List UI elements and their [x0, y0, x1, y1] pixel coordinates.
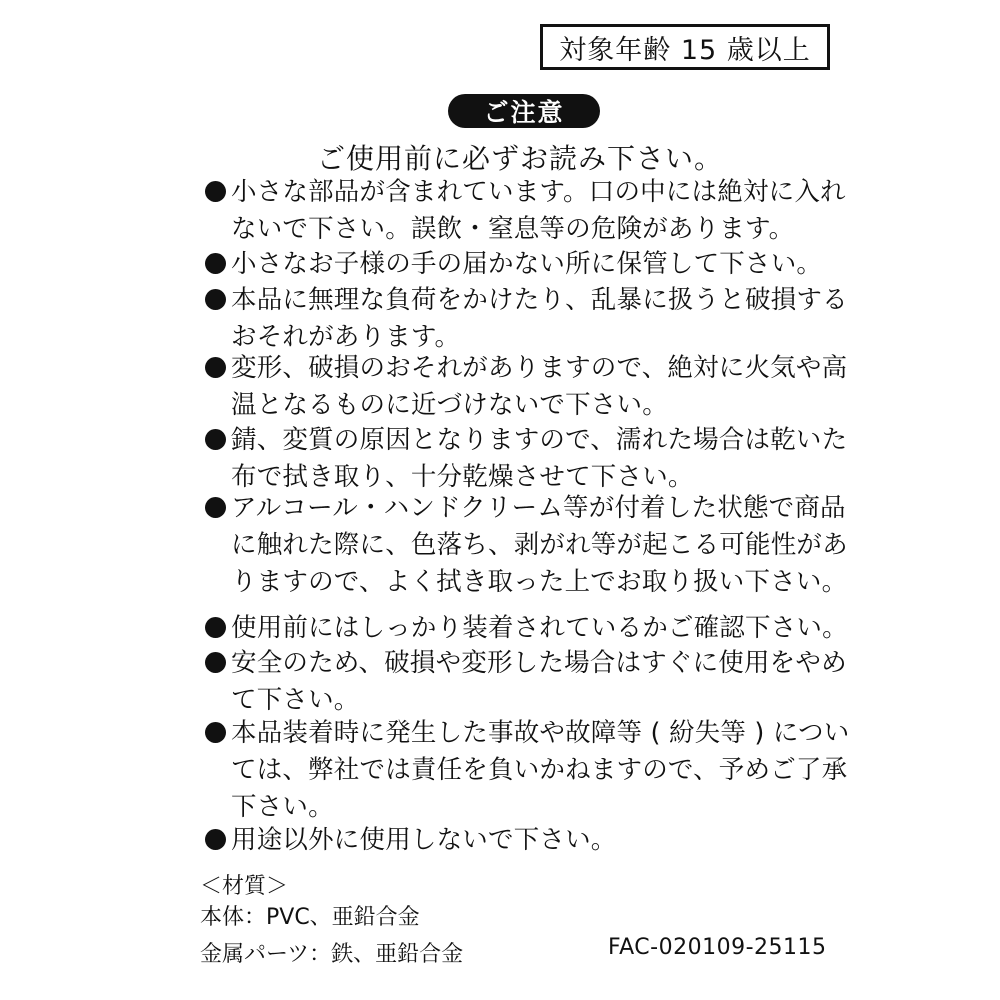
notice-line: 使用前にはしっかり装着されているかご確認下さい。	[205, 610, 840, 647]
bullet-icon	[205, 253, 226, 274]
notice-item	[205, 422, 848, 496]
material-metal-parts: 金属パーツ：鉄、亜鉛合金	[200, 942, 464, 967]
bullet-icon	[205, 722, 226, 743]
bullet-icon	[205, 617, 226, 638]
age-rating-box: 対象年齢 15 歳以上	[540, 24, 830, 70]
notice-item	[205, 490, 848, 601]
notice-line: 用途以外に使用しないで下さい。	[205, 822, 840, 859]
notice-line: 変形、破損のおそれがありますので、絶対に火気や高	[205, 350, 840, 387]
notice-line: おそれがあります。	[231, 322, 461, 352]
notice-line: ては、弊社では責任を負いかねますので、予めご了承	[231, 755, 848, 785]
notice-item	[205, 174, 846, 248]
material-heading: ＜材質＞	[200, 874, 289, 899]
notice-line: 布で拭き取り、十分乾燥させて下さい。	[231, 462, 694, 492]
notice-line: りますので、よく拭き取った上でお取り扱い下さい。	[231, 567, 848, 597]
bullet-icon	[205, 181, 226, 202]
material-body: 本体：PVC、亜鉛合金	[200, 905, 420, 930]
notice-item	[205, 645, 847, 719]
notice-line: 安全のため、破損や変形した場合はすぐに使用をやめ	[205, 645, 840, 682]
notice-item	[205, 350, 848, 424]
notice-item	[205, 610, 848, 647]
product-code: FAC-020109-25115	[608, 935, 827, 960]
notice-item	[205, 246, 840, 283]
notice-item	[205, 282, 848, 356]
caution-heading: ご注意	[448, 94, 600, 128]
bullet-icon	[205, 289, 226, 310]
read-before-use-subtitle: ご使用前に必ずお読み下さい。	[316, 142, 723, 175]
notice-line: ないで下さい。誤飲・窒息等の危険があります。	[231, 214, 795, 244]
notice-line: に触れた際に、色落ち、剥がれ等が起こる可能性があ	[231, 530, 848, 560]
notice-line: 小さなお子様の手の届かない所に保管して下さい。	[205, 246, 840, 283]
notice-line: 錆、変質の原因となりますので、濡れた場合は乾いた	[205, 422, 840, 459]
notice-line: 下さい。	[231, 792, 334, 822]
notice-line: 本品に無理な負荷をかけたり、乱暴に扱うと破損する	[205, 282, 840, 319]
notice-line: て下さい。	[231, 685, 360, 715]
bullet-icon	[205, 652, 226, 673]
bullet-icon	[205, 357, 226, 378]
notice-line: 本品装着時に発生した事故や故障等 ( 紛失等 ) につい	[205, 715, 840, 752]
notice-line: 小さな部品が含まれています。口の中には絶対に入れ	[205, 174, 840, 211]
notice-item	[205, 715, 850, 826]
notice-line: 温となるものに近づけないで下さい。	[231, 390, 668, 420]
bullet-icon	[205, 829, 226, 850]
notice-line: アルコール・ハンドクリーム等が付着した状態で商品	[205, 490, 840, 527]
bullet-icon	[205, 429, 226, 450]
bullet-icon	[205, 497, 226, 518]
notice-item	[205, 822, 840, 859]
